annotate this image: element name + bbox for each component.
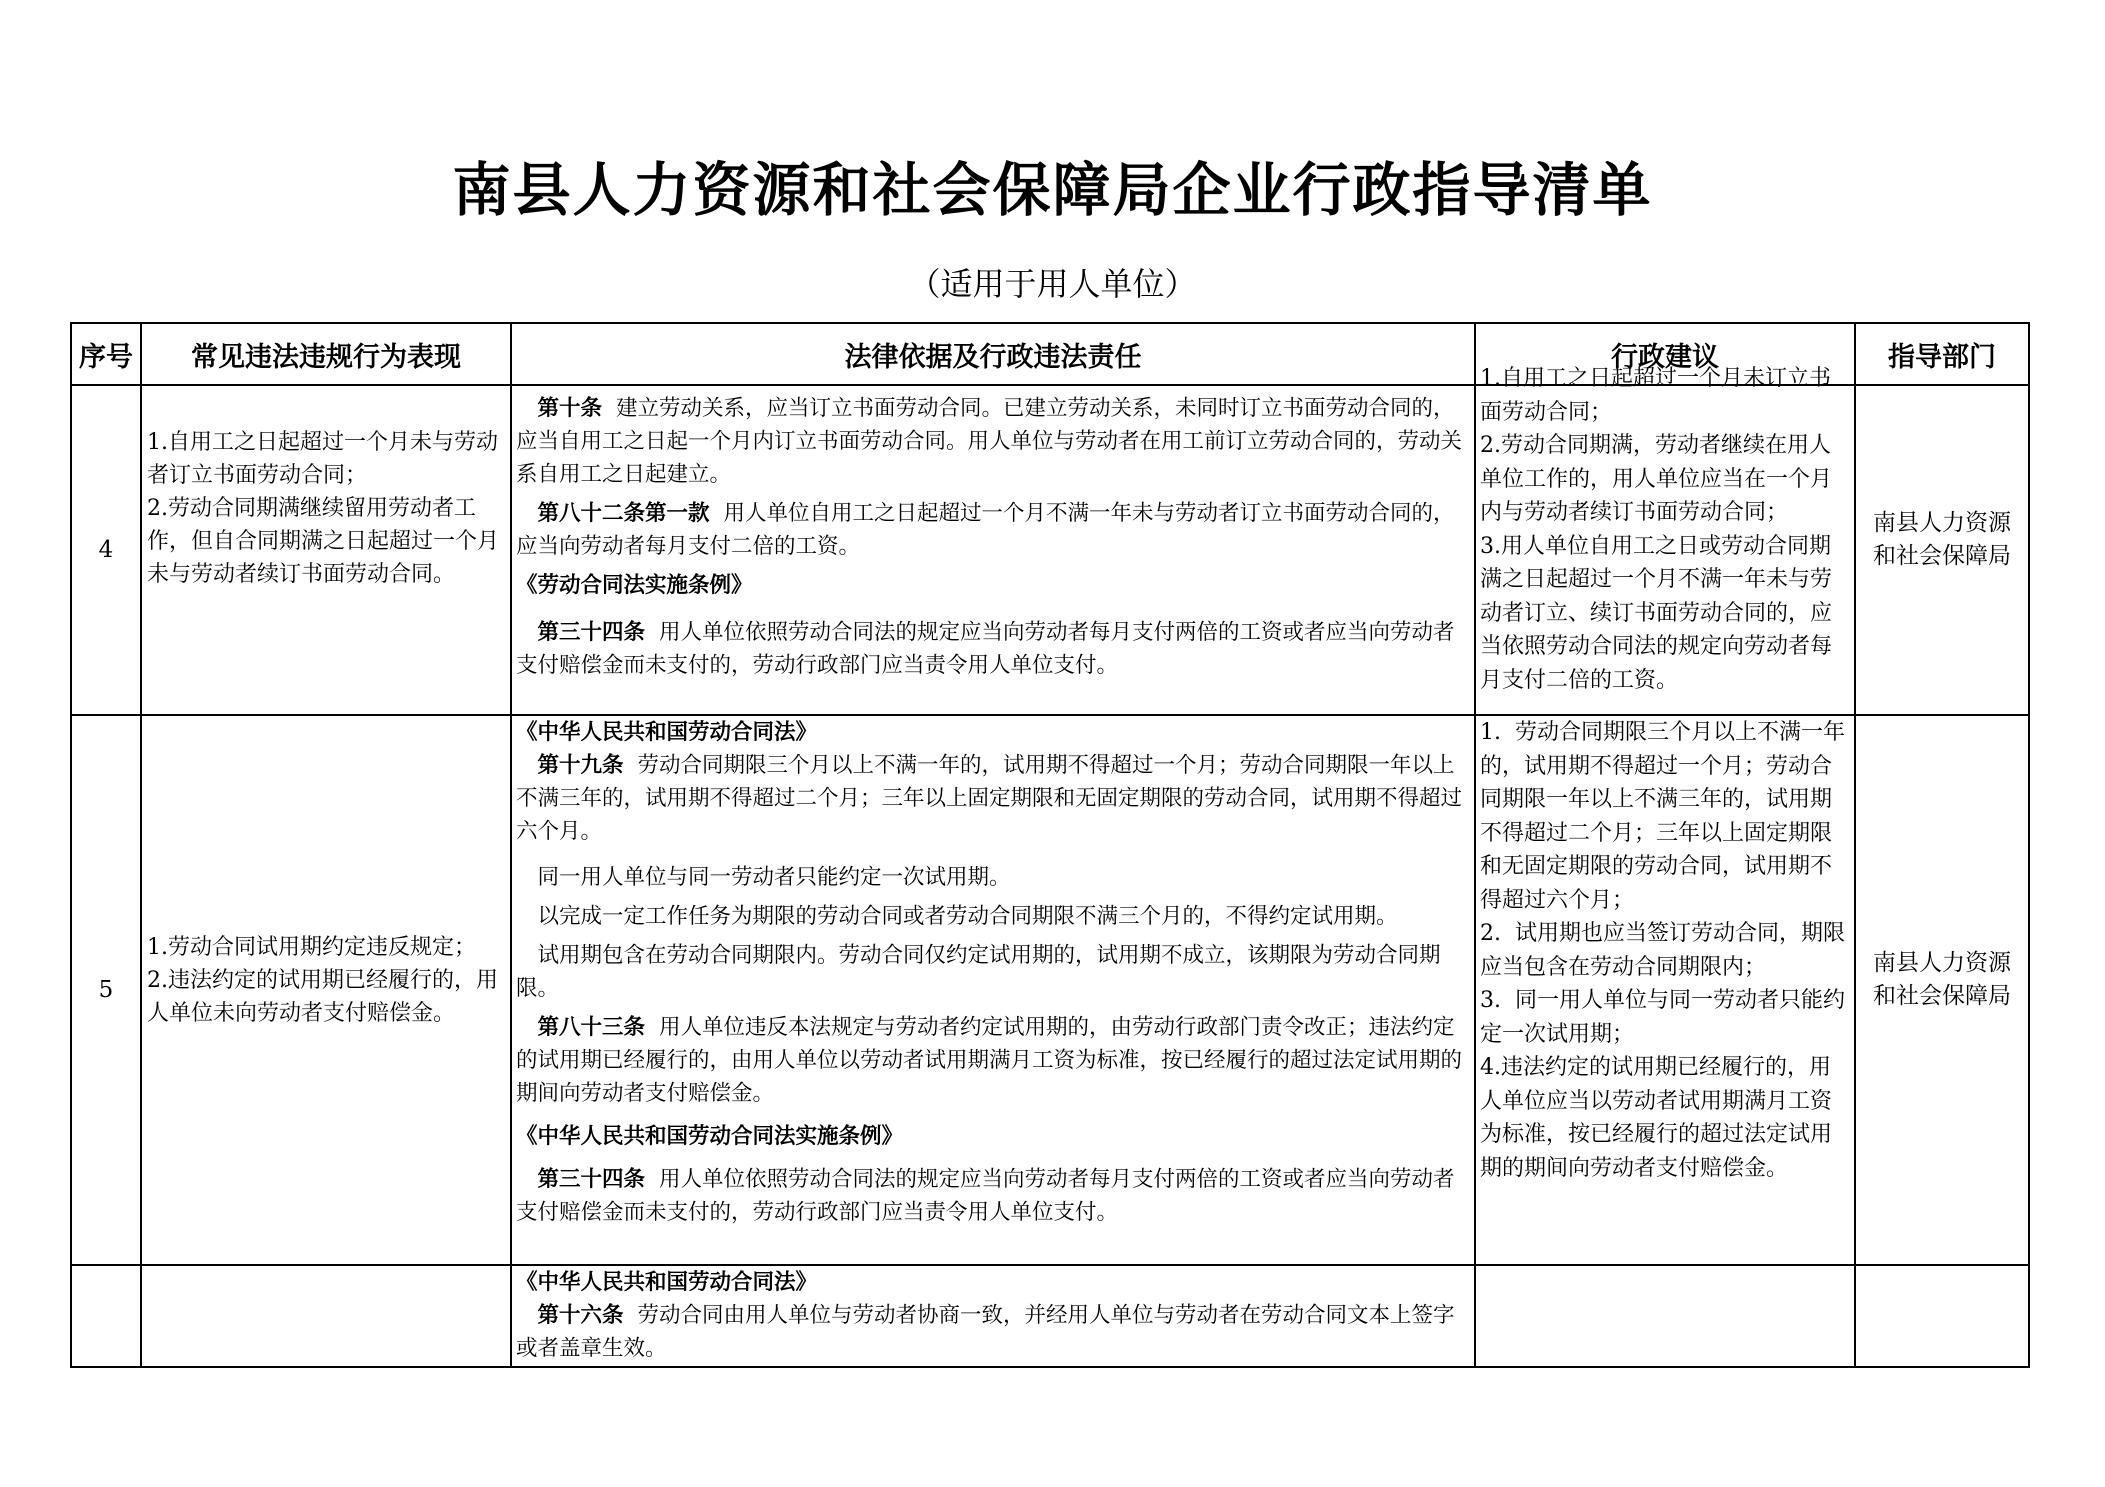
- row-number: [71, 1265, 141, 1367]
- article-label: 第八十三条: [537, 1015, 646, 1040]
- article-label: 第三十四条: [537, 620, 646, 645]
- law-paragraph: [516, 392, 1470, 491]
- department-cell: [1855, 1265, 2029, 1367]
- header-behavior: 常见违法违规行为表现: [141, 323, 511, 385]
- article-label: 第十条: [537, 396, 603, 421]
- department-cell: [1855, 715, 2029, 1265]
- law-heading: 《中华人民共和国劳动合同法实施条例》: [516, 1124, 904, 1149]
- behavior-cell: [141, 715, 511, 1265]
- row-number: 4: [71, 385, 141, 715]
- department-text: 南县人力资源和社会保障局: [1873, 510, 2011, 569]
- suggestion-text: 1.自用工之日起超过一个月未订立书面劳动合同； 2.劳动合同期满，劳动者继续在用人单位工作的，用人单位应当在一个月内与劳动者续订书面劳动合同； 3.用人单位自用工之日或劳动合同期满之日起超过一个月不满一年未与劳动者订立、续订书面劳动合同的，应当依照劳动合同法的规定向劳动者每月支付二倍的工资。: [1480, 366, 1833, 693]
- article-label: 第八十二条第一款: [537, 501, 710, 526]
- table-row: [71, 385, 2029, 715]
- page-title: 南县人力资源和社会保障局企业行政指导清单: [452, 156, 1653, 224]
- article-text: 建立劳动关系，应当订立书面劳动合同。已建立劳动关系，未同时订立书面劳动合同的，应当自用工之日起一个月内订立书面劳动合同。用人单位与劳动者在用工前订立劳动合同的，劳动关系自用工之日起建立。: [516, 396, 1463, 487]
- law-paragraph: 以完成一定工作任务为期限的劳动合同或者劳动合同期限不满三个月的，不得约定试用期。: [537, 904, 1398, 929]
- law-paragraph: 试用期包含在劳动合同期限内。劳动合同仅约定试用期的，试用期不成立，该期限为劳动合同期限。: [516, 943, 1441, 1001]
- guidance-table: [70, 322, 2030, 1368]
- article-text: 用人单位违反本法规定与劳动者约定试用期的，由劳动行政部门责令改正；违法约定的试用期已经履行的，由用人单位以劳动者试用期满月工资为标准，按已经履行的超过法定试用期的期间向劳动者支付赔偿金。: [516, 1015, 1463, 1106]
- department-text: 南县人力资源和社会保障局: [1873, 950, 2011, 1009]
- law-heading: 《劳动合同法实施条例》: [516, 573, 753, 598]
- article-text: 用人单位依照劳动合同法的规定应当向劳动者每月支付两倍的工资或者应当向劳动者支付赔偿金而未支付的，劳动行政部门应当责令用人单位支付。: [516, 1167, 1455, 1225]
- table-row: [71, 715, 2029, 1265]
- law-paragraph: 同一用人单位与同一劳动者只能约定一次试用期。: [537, 865, 1011, 890]
- law-paragraph: [516, 1163, 1470, 1229]
- behavior-cell: [141, 385, 511, 715]
- header-suggestion: 行政建议: [1475, 323, 1855, 385]
- article-text: 劳动合同期限三个月以上不满一年的，试用期不得超过一个月；劳动合同期限一年以上不满三年的，试用期不得超过二个月；三年以上固定期限和无固定期限的劳动合同，试用期不得超过六个月。: [516, 753, 1463, 844]
- law-cell: [511, 1265, 1475, 1367]
- article-label: 第三十四条: [537, 1167, 646, 1192]
- behavior-text: 1.自用工之日起超过一个月未与劳动者订立书面劳动合同； 2.劳动合同期满继续留用劳动者工作，但自合同期满之日起超过一个月未与劳动者续订书面劳动合同。: [147, 430, 500, 587]
- header-department: 指导部门: [1855, 323, 2029, 385]
- law-cell: [511, 385, 1475, 715]
- law-paragraph: [516, 616, 1470, 682]
- law-paragraph: [516, 1299, 1470, 1365]
- law-paragraph: [516, 1011, 1470, 1110]
- department-cell: [1855, 385, 2029, 715]
- suggestion-cell: [1475, 715, 1855, 1265]
- suggestion-text: 1. 劳动合同期限三个月以上不满一年的，试用期不得超过一个月；劳动合同期限一年以上不满三年的，试用期不得超过二个月；三年以上固定期限和无固定期限的劳动合同，试用期不得超过六个月； 2. 试用期也应当签订劳动合同，期限应当包含在劳动合同期限内； 3. 同一用人单位与同一劳动者只能约定一次试用期； 4.违法约定的试用期已经履行的，用人单位应当以劳动者试用期满月工资为标准，按已经履行的超过法定试用期的期间向劳动者支付赔偿金。: [1480, 720, 1845, 1181]
- article-text: 劳动合同由用人单位与劳动者协商一致，并经用人单位与劳动者在劳动合同文本上签字或者盖章生效。: [516, 1303, 1455, 1361]
- article-label: 第十六条: [537, 1303, 624, 1328]
- article-text: 用人单位依照劳动合同法的规定应当向劳动者每月支付两倍的工资或者应当向劳动者支付赔偿金而未支付的，劳动行政部门应当责令用人单位支付。: [516, 620, 1455, 678]
- law-paragraph: [516, 497, 1470, 563]
- law-heading: 《中华人民共和国劳动合同法》: [516, 1270, 818, 1295]
- row-number: 5: [71, 715, 141, 1265]
- header-law: 法律依据及行政违法责任: [511, 323, 1475, 385]
- law-cell: [511, 715, 1475, 1265]
- header-no: 序号: [71, 323, 141, 385]
- behavior-cell: [141, 1265, 511, 1367]
- law-paragraph: [516, 749, 1470, 848]
- law-heading: 《中华人民共和国劳动合同法》: [516, 720, 818, 745]
- suggestion-cell: [1475, 366, 1855, 715]
- page-subtitle: （适用于用人单位）: [908, 265, 1197, 303]
- article-label: 第十九条: [537, 753, 624, 778]
- article-text: 用人单位自用工之日起超过一个月不满一年未与劳动者订立书面劳动合同的，应当向劳动者每月支付二倍的工资。: [516, 501, 1455, 559]
- table-row: [71, 1265, 2029, 1367]
- suggestion-cell: [1475, 1265, 1855, 1367]
- behavior-text: 1.劳动合同试用期约定违反规定； 2.违法约定的试用期已经履行的，用人单位未向劳动者支付赔偿金。: [147, 934, 498, 1026]
